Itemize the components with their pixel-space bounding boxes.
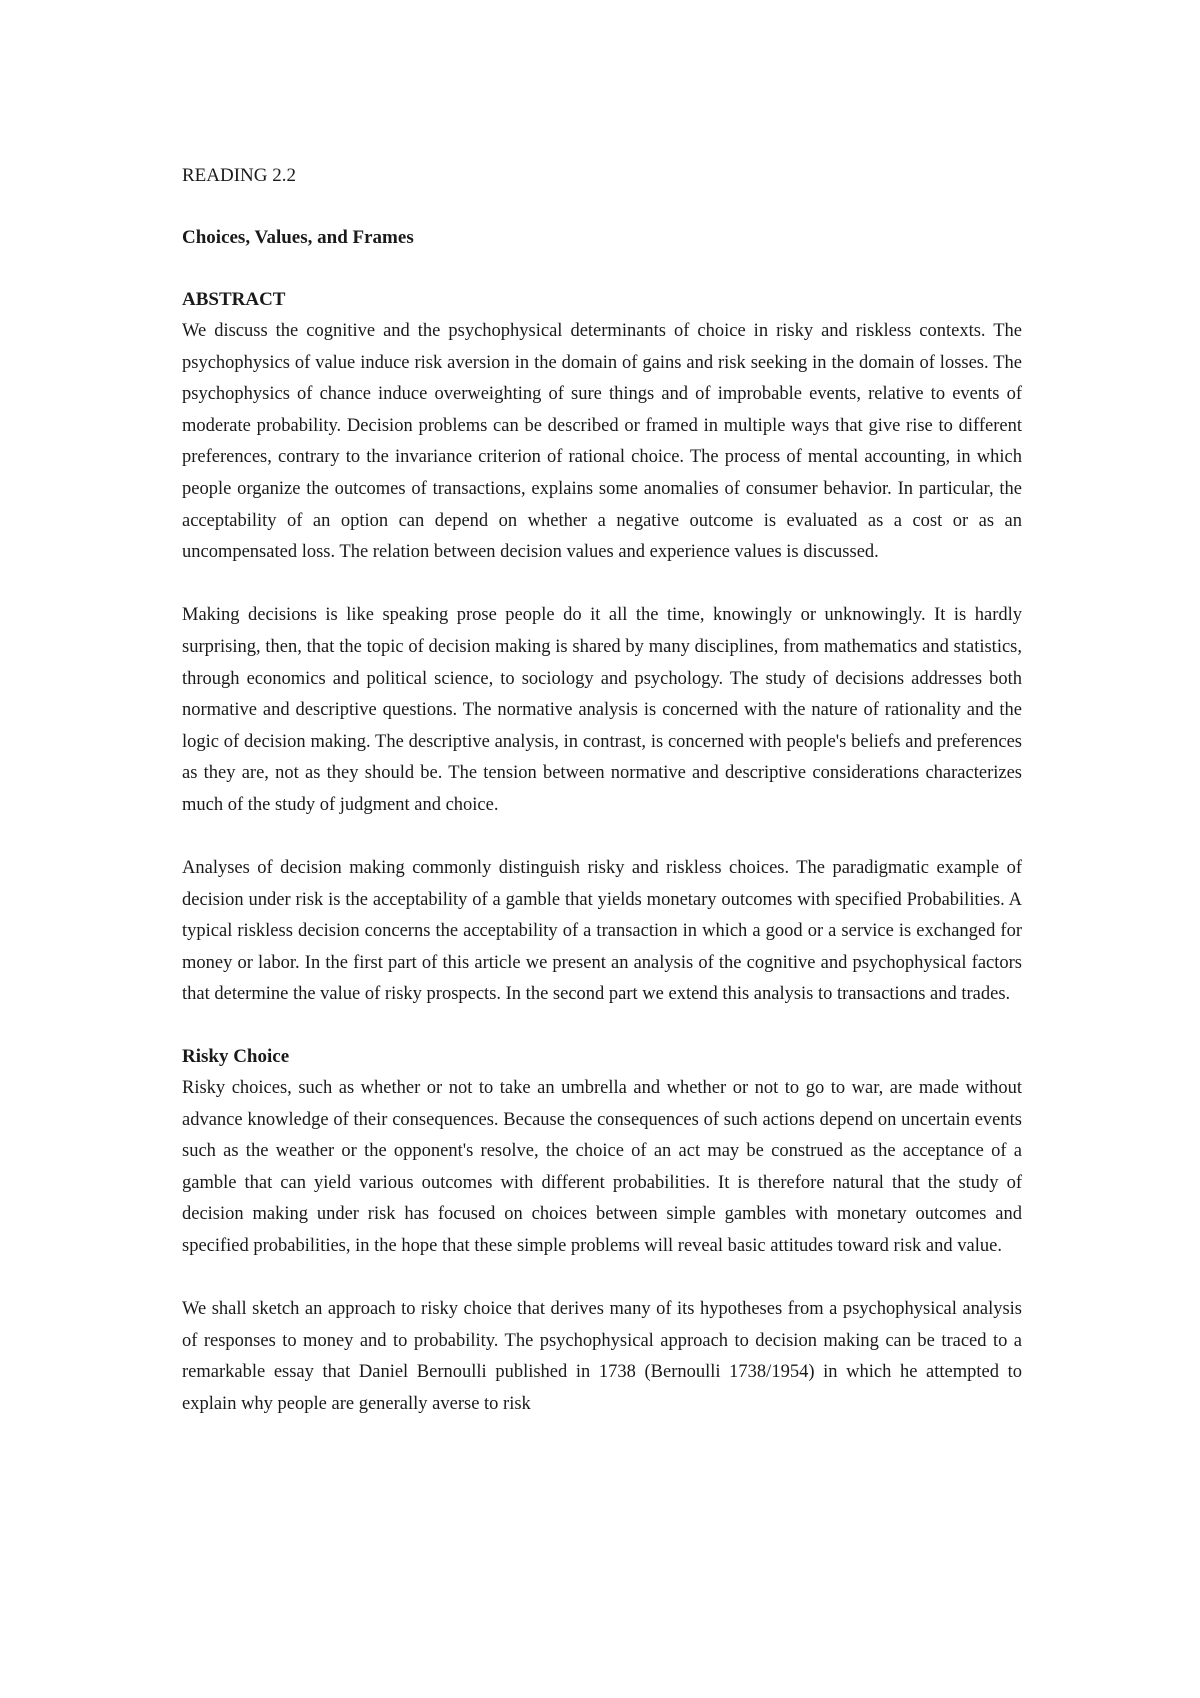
document-title: Choices, Values, and Frames xyxy=(182,227,414,248)
document-page xyxy=(182,160,1022,1421)
section-paragraph: Risky choices, such as whether or not to take an umbrella and whether or not to go to war, are made without advance knowledge of their consequences. Because the consequences of such actions depend on uncertain events such as the weather or the opponent's resolve, the choice of an act may be construed as the acceptance of a gamble that can yield various outcomes with different probabilities. It is therefore natural that the study of decision making under risk has focused on choices between simple gambles with monetary outcomes and specified probabilities, in the hope that these simple problems will reveal basic attitudes toward risk and value. xyxy=(182,1078,1022,1257)
reading-label: READING 2.2 xyxy=(182,165,296,186)
intro-paragraph: Making decisions is like speaking prose people do it all the time, knowingly or unknowingly. It is hardly surprising, then, that the topic of decision making is shared by many disciplines, from mathematics and statistics, through economics and political science, to sociology and psychology. The study of decisions addresses both normative and descriptive questions. The normative analysis is concerned with the nature of rationality and the logic of decision making. The descriptive analysis, in contrast, is concerned with people's beliefs and preferences as they are, not as they should be. The tension between normative and descriptive considerations characterizes much of the study of judgment and choice. xyxy=(182,605,1022,815)
section-paragraph: We shall sketch an approach to risky choice that derives many of its hypotheses from a psychophysical analysis of responses to money and to probability. The psychophysical approach to decision making can be traced to a remarkable essay that Daniel Bernoulli published in 1738 (Bernoulli 1738/1954) in which he attempted to explain why people are generally averse to risk xyxy=(182,1299,1022,1414)
abstract-heading: ABSTRACT xyxy=(182,289,286,310)
section-heading-risky-choice: Risky Choice xyxy=(182,1046,290,1068)
abstract-text: We discuss the cognitive and the psychophysical determinants of choice in risky and riskless contexts. The psychophysics of value induce risk aversion in the domain of gains and risk seeking in the domain of losses. The psychophysics of chance induce overweighting of sure things and of improbable events, relative to events of moderate probability. Decision problems can be described or framed in multiple ways that give rise to different preferences, contrary to the invariance criterion of rational choice. The process of mental accounting, in which people organize the outcomes of transactions, explains some anomalies of consumer behavior. In particular, the acceptability of an option can depend on whether a negative outcome is evaluated as a cost or as an uncompensated loss. The relation between decision values and experience values is discussed. xyxy=(182,321,1022,563)
intro-paragraph: Analyses of decision making commonly distinguish risky and riskless choices. The paradigmatic example of decision under risk is the acceptability of a gamble that yields monetary outcomes with specified Probabilities. A typical riskless decision concerns the acceptability of a transaction in which a good or a service is exchanged for money or labor. In the first part of this article we present an analysis of the cognitive and psychophysical factors that determine the value of risky prospects. In the second part we extend this analysis to transactions and trades. xyxy=(182,858,1022,1005)
